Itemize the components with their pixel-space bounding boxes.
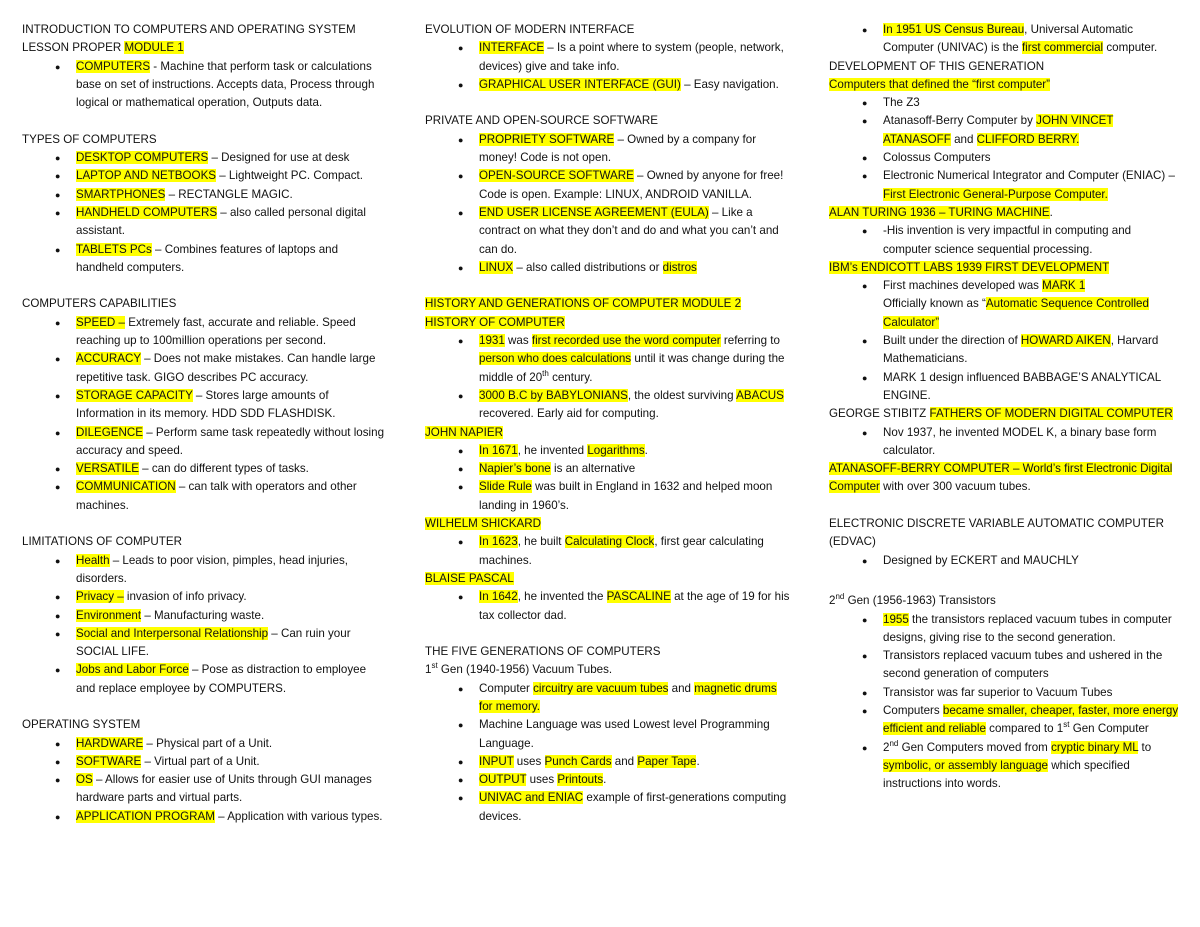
list-item: ● Transistor was far superior to Vacuum Tubes [829, 684, 1181, 702]
lesson-heading: LESSON PROPER MODULE 1 [22, 41, 184, 55]
list-item: ● Slide Rule was built in England in 1632 and helped moon landing in 1960’s. [425, 478, 793, 515]
section-heading: THE FIVE GENERATIONS OF COMPUTERS [425, 645, 661, 659]
list-item: ● 1955 the transistors replaced vacuum tubes in computer designs, giving rise to the second generation. [829, 611, 1181, 648]
list-item: ● LAPTOP AND NETBOOKS – Lightweight PC. Compact. [22, 167, 387, 185]
column-3 [829, 21, 1181, 793]
list-item: ● Colossus Computers [829, 149, 1181, 167]
list-item: ● OUTPUT uses Printouts. [425, 771, 793, 789]
list-item: ● HANDHELD COMPUTERS – also called personal digital assistant. [22, 204, 387, 241]
history-list [425, 332, 793, 423]
os-list [22, 735, 387, 826]
list-item: ● Designed by ECKERT and MAUCHLY [829, 552, 1181, 570]
gen2-list [829, 611, 1181, 794]
section-heading: HISTORY OF COMPUTER [425, 315, 565, 329]
list-item: ● Computer circuitry are vacuum tubes and magnetic drums for memory. [425, 680, 793, 717]
list-item: ● DILEGENCE – Perform same task repeatedly without losing accuracy and speed. [22, 424, 387, 461]
person-heading: ALAN TURING 1936 – TURING MACHINE. [829, 205, 1053, 219]
section-heading: LIMITATIONS OF COMPUTER [22, 535, 182, 549]
gen1-list [425, 680, 793, 826]
types-list [22, 149, 387, 277]
list-item: ● Built under the direction of HOWARD AIKEN, Harvard Mathematicians. [829, 332, 1181, 369]
list-item: ● COMPUTERS - Machine that perform task or calculations base on set of instructions. Accepts data, Process through logical or mathematical operation, Outputs data. [22, 58, 387, 113]
list-item: ● DESKTOP COMPUTERS – Designed for use at desk [22, 149, 387, 167]
software-list [425, 131, 793, 277]
section-heading: ELECTRONIC DISCRETE VARIABLE AUTOMATIC COMPUTER [829, 517, 1164, 531]
limitations-list [22, 552, 387, 698]
list-item: ● HARDWARE – Physical part of a Unit. [22, 735, 387, 753]
list-item: ● 1931 was first recorded use the word computer referring to person who does calculations until it was change during the middle of 20th century. [425, 332, 793, 387]
section-heading: PRIVATE AND OPEN-SOURCE SOFTWARE [425, 114, 658, 128]
column-2 [425, 21, 793, 826]
list-item: ● END USER LICENSE AGREEMENT (EULA) – Like a contract on what they don’t and do and what you can’t and can do. [425, 204, 793, 259]
section-heading: OPERATING SYSTEM [22, 718, 141, 732]
list-item: ● MARK 1 design influenced BABBAGE’S ANALYTICAL ENGINE. [829, 369, 1181, 406]
person-heading: GEORGE STIBITZ FATHERS OF MODERN DIGITAL COMPUTER [829, 407, 1173, 421]
list-item: ● VERSATILE – can do different types of tasks. [22, 460, 387, 478]
stibitz-list [829, 424, 1181, 461]
list-item: ● APPLICATION PROGRAM – Application with various types. [22, 808, 387, 826]
list-item: ● Health – Leads to poor vision, pimples, head injuries, disorders. [22, 552, 387, 589]
list-item: ● In 1623, he built Calculating Clock, first gear calculating machines. [425, 533, 793, 570]
list-item: ● 2nd Gen Computers moved from cryptic binary ML to symbolic, or assembly language which specified instructions into words. [829, 739, 1181, 794]
napier-list [425, 442, 793, 515]
turing-list [829, 222, 1181, 259]
list-item: ● SMARTPHONES – RECTANGLE MAGIC. [22, 186, 387, 204]
list-item: ● UNIVAC and ENIAC example of first-generations computing devices. [425, 789, 793, 826]
list-item: ● Atanasoff-Berry Computer by JOHN VINCET ATANASOFF and CLIFFORD BERRY. [829, 112, 1181, 149]
section-heading: TYPES OF COMPUTERS [22, 132, 157, 146]
list-item: ● ACCURACY – Does not make mistakes. Can handle large repetitive task. GIGO describes PC accuracy. [22, 350, 387, 387]
generation-heading: 2nd Gen (1956-1963) Transistors [829, 592, 996, 608]
sub-heading: Computers that defined the “first computer” [829, 77, 1051, 91]
list-item: ● Jobs and Labor Force – Pose as distraction to employee and replace employee by COMPUTERS. [22, 661, 387, 698]
list-item: ● The Z3 [829, 94, 1181, 112]
section-heading: EVOLUTION OF MODERN INTERFACE [425, 23, 635, 36]
list-item: ● Machine Language was used Lowest level Programming Language. [425, 716, 793, 753]
person-heading: WILHELM SHICKARD [425, 517, 541, 531]
list-item: ● SOFTWARE – Virtual part of a Unit. [22, 753, 387, 771]
generation-heading: 1st Gen (1940-1956) Vacuum Tubes. [425, 661, 613, 677]
section-heading: (EDVAC) [829, 535, 876, 549]
section-heading: IBM’s ENDICOTT LABS 1939 FIRST DEVELOPMENT [829, 260, 1110, 274]
section-heading: COMPUTERS CAPABILITIES [22, 297, 177, 311]
list-item: ● INTERFACE – Is a point where to system (people, network, devices) give and take info. [425, 39, 793, 76]
intro-list [22, 58, 387, 113]
list-item: ● OPEN-SOURCE SOFTWARE – Owned by anyone for free! Code is open. Example: LINUX, ANDROID VANILLA. [425, 167, 793, 204]
list-item: ● Environment – Manufacturing waste. [22, 607, 387, 625]
list-item: ● Electronic Numerical Integrator and Computer (ENIAC) – First Electronic General-Purpose Computer. [829, 167, 1181, 204]
list-item: ● Privacy – invasion of info privacy. [22, 588, 387, 606]
person-heading: JOHN NAPIER [425, 425, 503, 439]
list-item: ● Nov 1937, he invented MODEL K, a binary base form calculator. [829, 424, 1181, 461]
list-item: ● Social and Interpersonal Relationship – Can ruin your SOCIAL LIFE. [22, 625, 387, 662]
list-item: ● -His invention is very impactful in computing and computer science sequential processing. [829, 222, 1181, 259]
shickard-list [425, 533, 793, 570]
module-heading: HISTORY AND GENERATIONS OF COMPUTER MODULE 2 [425, 297, 742, 311]
person-heading: BLAISE PASCAL [425, 571, 514, 585]
list-item: ● SPEED – Extremely fast, accurate and reliable. Speed reaching up to 100million operations per second. [22, 314, 387, 351]
doc-title: INTRODUCTION TO COMPUTERS AND OPERATING SYSTEM [22, 23, 356, 36]
abc-paragraph: ATANASOFF-BERRY COMPUTER – World’s first Electronic Digital Computer with over 300 vacuum tubes. [829, 462, 1173, 494]
list-item: ● PROPRIETY SOFTWARE – Owned by a company for money! Code is not open. [425, 131, 793, 168]
list-item: ● INPUT uses Punch Cards and Paper Tape. [425, 753, 793, 771]
list-item: ● In 1671, he invented Logarithms. [425, 442, 793, 460]
list-item: ● Computers became smaller, cheaper, faster, more energy efficient and reliable compared to 1st Gen Computer [829, 702, 1181, 739]
list-item: ● Napier’s bone is an alternative [425, 460, 793, 478]
ibm-list [829, 277, 1181, 405]
section-heading: DEVELOPMENT OF THIS GENERATION [829, 59, 1045, 73]
list-item: ● In 1951 US Census Bureau, Universal Automatic Computer (UNIVAC) is the first commercial computer. [829, 21, 1181, 58]
list-item: ● STORAGE CAPACITY – Stores large amounts of Information in its memory. HDD SDD FLASHDISK. [22, 387, 387, 424]
list-item: ● OS – Allows for easier use of Units through GUI manages hardware parts and virtual parts. [22, 771, 387, 808]
univac-list [829, 21, 1181, 58]
pascal-list [425, 588, 793, 625]
edvac-list [829, 552, 1181, 570]
list-item: ● First machines developed was MARK 1 Officially known as “Automatic Sequence Controlled Calculator” [829, 277, 1181, 332]
list-item: ● Transistors replaced vacuum tubes and ushered in the second generation of computers [829, 647, 1181, 684]
interface-list [425, 39, 793, 94]
list-item: ● 3000 B.C by BABYLONIANS, the oldest surviving ABACUS recovered. Early aid for computing. [425, 387, 793, 424]
list-item: ● GRAPHICAL USER INTERFACE (GUI) – Easy navigation. [425, 76, 793, 94]
capabilities-list [22, 314, 387, 515]
list-item: ● LINUX – also called distributions or distros [425, 259, 793, 277]
column-1 [22, 21, 387, 826]
list-item: ● In 1642, he invented the PASCALINE at the age of 19 for his tax collector dad. [425, 588, 793, 625]
list-item: ● TABLETS PCs – Combines features of laptops and handheld computers. [22, 241, 387, 278]
first-computers-list [829, 94, 1181, 204]
list-item: ● COMMUNICATION – can talk with operators and other machines. [22, 478, 387, 515]
